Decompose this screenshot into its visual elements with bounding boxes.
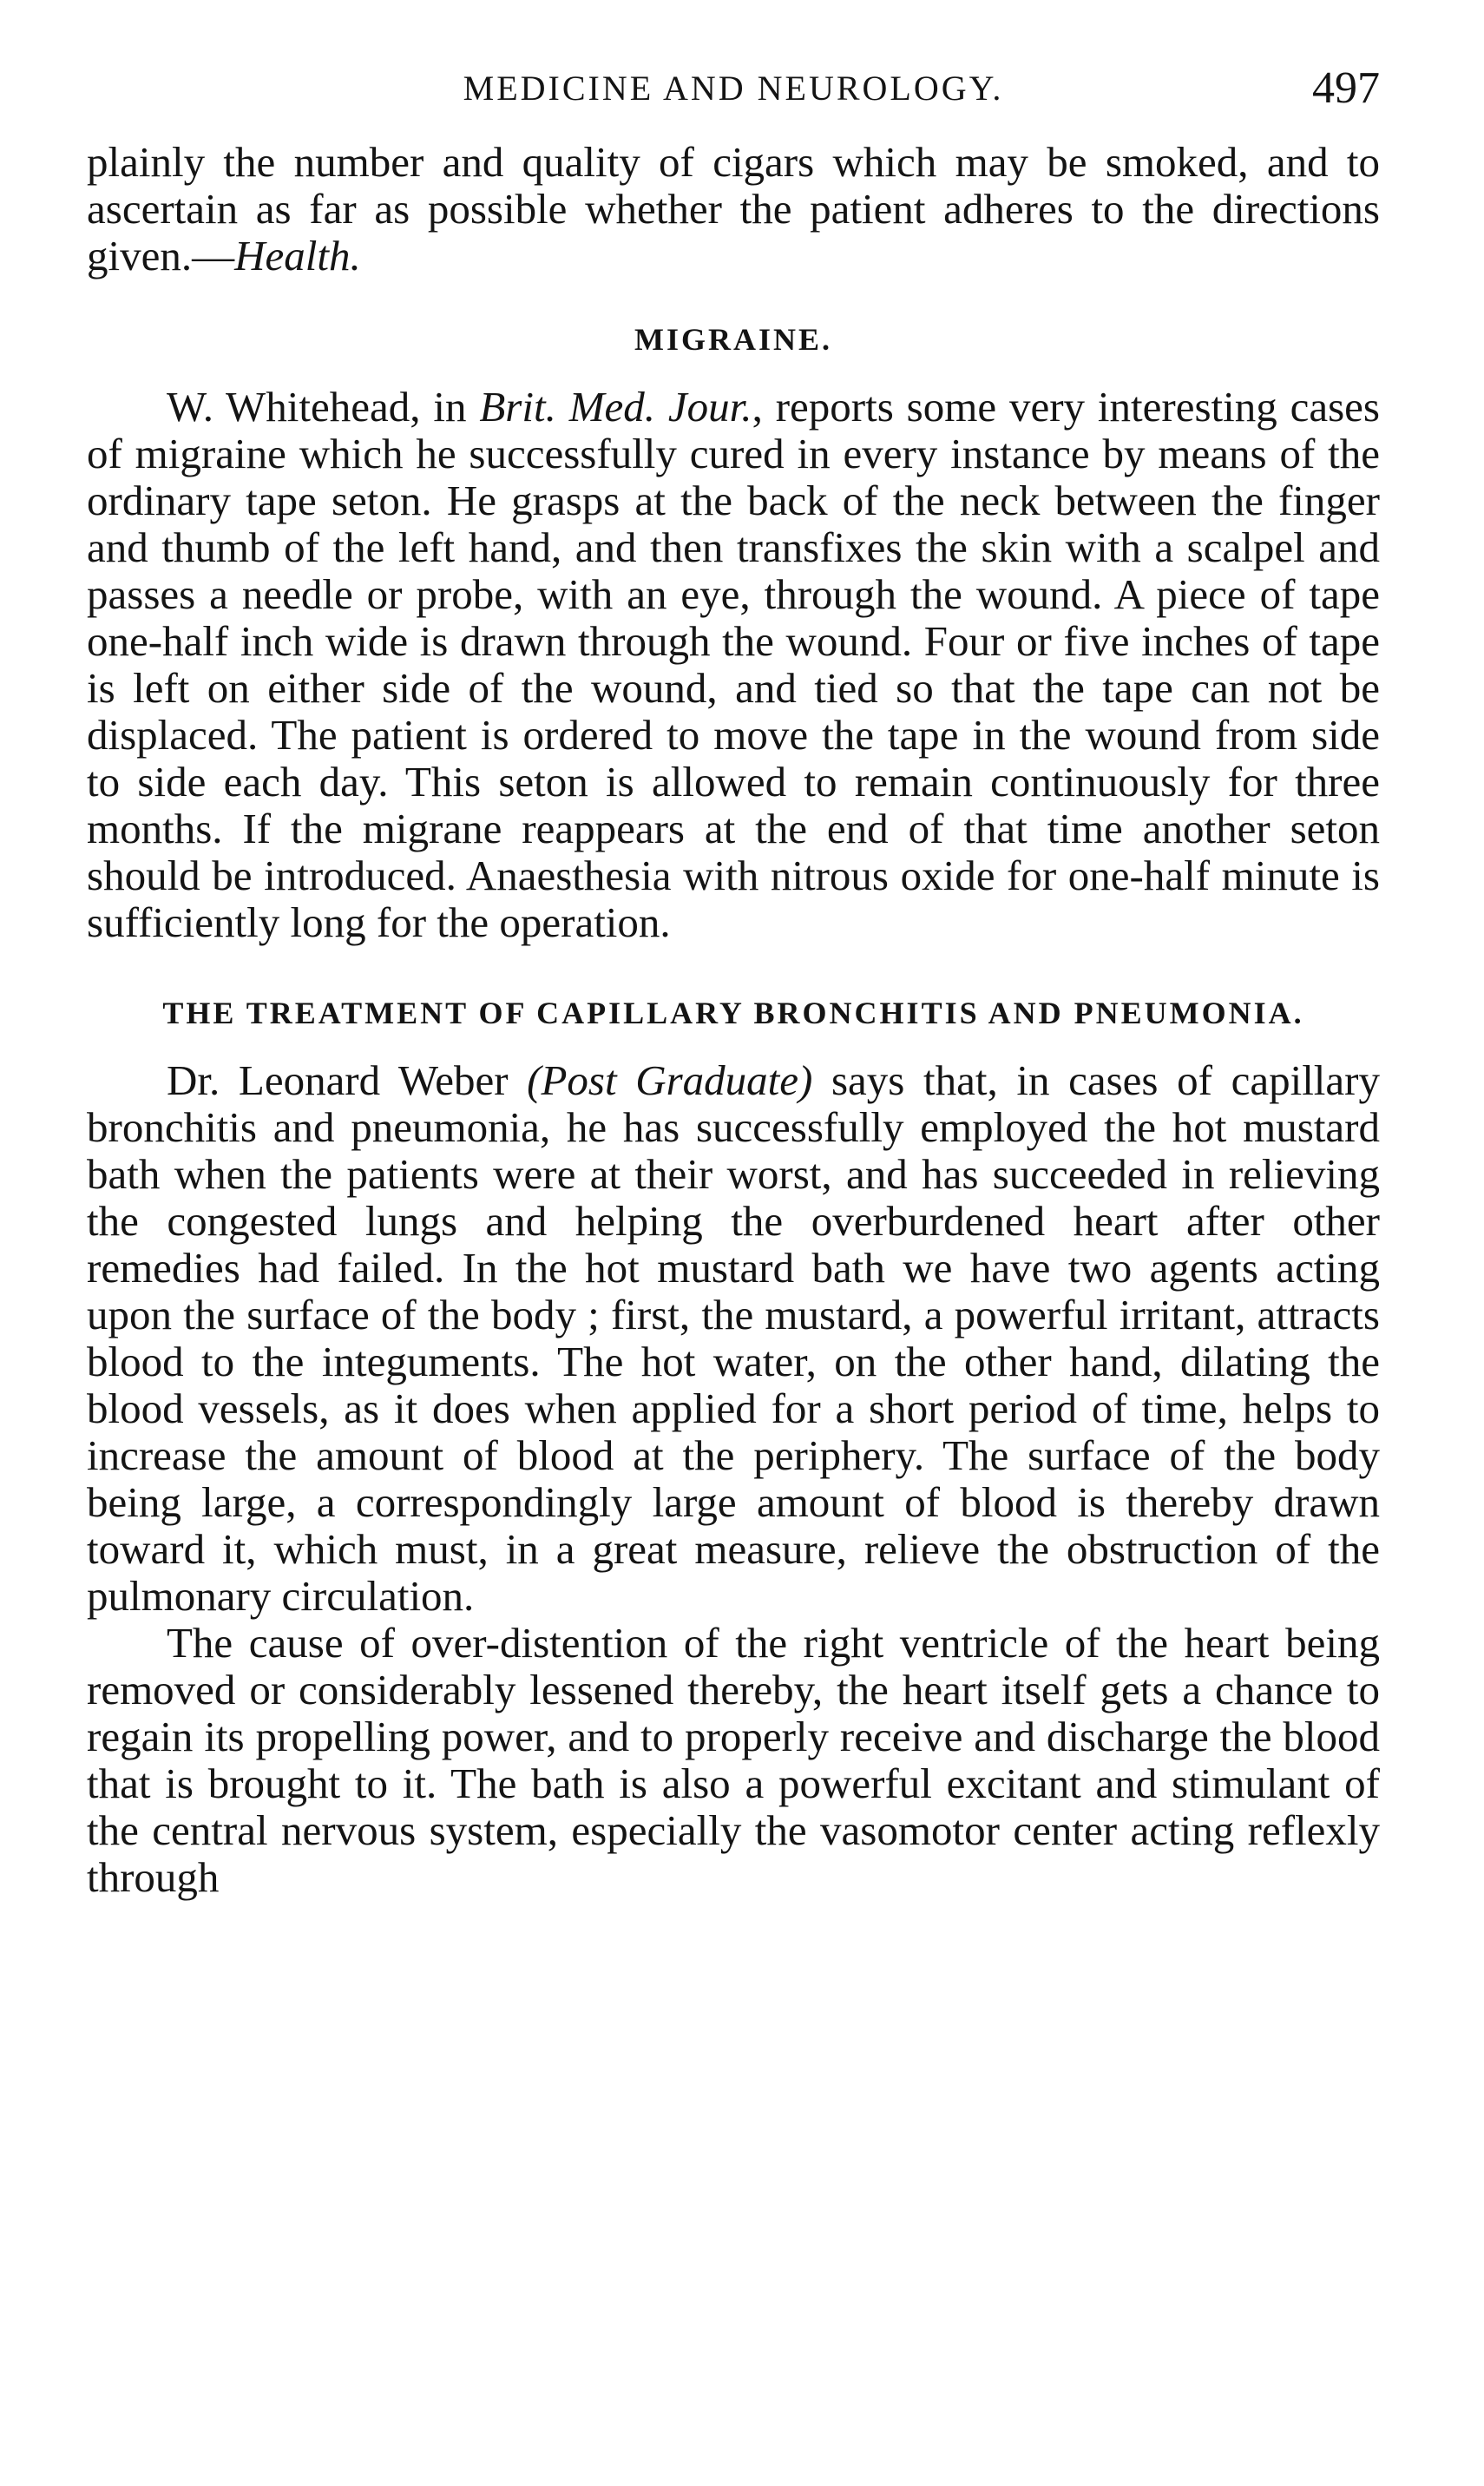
intro-source: Health. (234, 232, 361, 280)
intro-text: plainly the number and quality of cigars which may be smoked, and to ascertain as far as possible whether the patient adheres to the directions given.— (87, 138, 1380, 280)
intro-paragraph (87, 139, 1380, 280)
running-title: MEDICINE AND NEUROLOGY. (463, 69, 1004, 108)
migraine-heading: MIGRAINE. (634, 322, 832, 357)
migraine-text-rest: , reports some very interesting cases of migraine which he successfully cured in every instance by means of the ordinary tape seton. He grasps at the back of the neck between the finger and thumb of the left hand, and then transfixes the skin with a scalpel and passes a needle or probe, with an eye, through the wound. A piece of tape one-half inch wide is drawn through the wound. Four or five inches of tape is left on either side of the wound, and tied so that the tape can not be displaced. The patient is ordered to move the tape in the wound from side to side each day. This seton is allowed to remain continuously for three months. If the migrane reappears at the end of that time another seton should be introduced. Anaesthesia with nitrous oxide for one-half minute is sufficiently long for the operation. (87, 383, 1381, 946)
bronchitis-text-rest: says that, in cases of capillary bronchitis and pneumonia, he has successfully employed the hot mustard bath when the patients were at their worst, and has succeeded in relieving the congested lungs and helping the overburdened heart after other remedies had failed. In the hot mustard bath we have two agents acting upon the surface of the body ; first, the mustard, a powerful irritant, attracts blood to the integuments. The hot water, on the other hand, dilating the blood vessels, as it does when applied for a short period of time, helps to increase the amount of blood at the periphery. The surface of the body being large, a correspondingly large amount of blood is thereby drawn toward it, which must, in a great measure, relieve the obstruction of the pulmonary circulation. (87, 1056, 1380, 1620)
bronchitis-paragraph-1 (87, 1057, 1380, 1620)
migraine-journal: Brit. Med. Jour. (479, 383, 752, 431)
bronchitis-paragraph-2: The cause of over-distention of the right ventricle of the heart being removed or considerably lessened thereby, the heart itself gets a chance to regain its propelling power, and to properly receive and discharge the blood that is brought to it. The bath is also a powerful excitant and stimulant of the central nervous system, especially the vasomotor center acting reflexly through (87, 1619, 1380, 1901)
page-number: 497 (1312, 63, 1380, 113)
bronchitis-text-start: Dr. Leonard Weber (167, 1056, 528, 1104)
running-head (87, 61, 1380, 139)
bronchitis-heading: THE TREATMENT OF CAPILLARY BRONCHITIS AND PNEUMONIA. (162, 996, 1304, 1030)
migraine-text-start: W. Whitehead, in (167, 383, 480, 431)
book-page (87, 61, 1380, 2456)
bronchitis-journal: (Post Graduate) (527, 1056, 813, 1104)
migraine-paragraph (87, 384, 1380, 946)
